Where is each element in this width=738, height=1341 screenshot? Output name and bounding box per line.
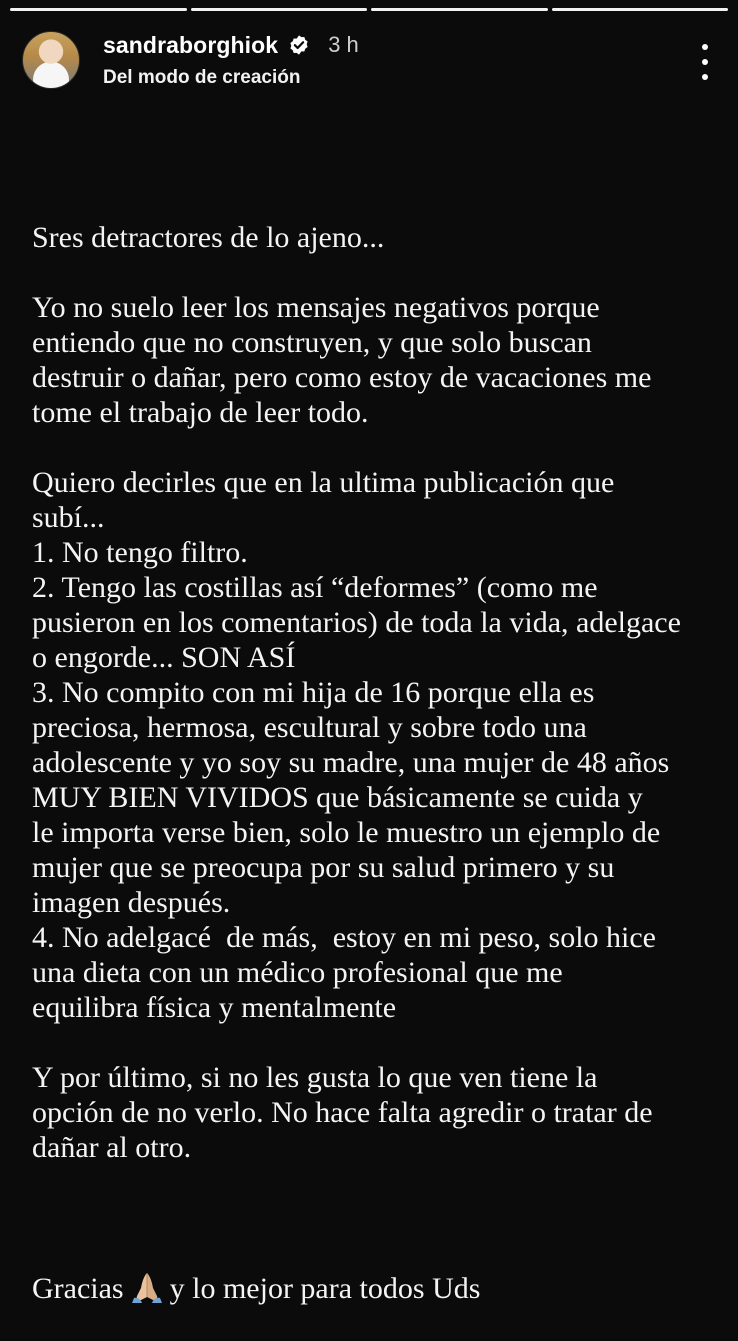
- text-line: adolescente y yo soy su madre, una mujer de 48 años: [32, 746, 670, 779]
- story-progress-segment: [371, 8, 548, 11]
- username[interactable]: sandraborghiok: [103, 31, 279, 58]
- text-line: [32, 255, 728, 290]
- text-line: destruir o dañar, pero como estoy de vacaciones me: [32, 361, 652, 394]
- text-line: Yo no suelo leer los mensajes negativos porque: [32, 291, 600, 324]
- text-lines: [32, 220, 728, 1200]
- text-line: imagen después.: [32, 886, 231, 919]
- story-subtitle: Del modo de creación: [103, 66, 301, 88]
- dot: [702, 59, 708, 65]
- more-vertical-icon[interactable]: [696, 44, 714, 80]
- text-line: dañar al otro.: [32, 1131, 192, 1164]
- text-line: MUY BIEN VIVIDOS que básicamente se cuida y: [32, 781, 643, 814]
- text-line: 2. Tengo las costillas así “deformes” (como me: [32, 571, 598, 604]
- story-progress-segment: [552, 8, 729, 11]
- text-line: [32, 430, 728, 465]
- closing-text-after: y lo mejor para todos Uds: [169, 1272, 481, 1305]
- text-line: tome el trabajo de leer todo.: [32, 396, 369, 429]
- text-line: mujer que se preocupa por su salud primero y su: [32, 851, 615, 884]
- closing-text-before: Gracias: [32, 1272, 124, 1305]
- text-line: opción de no verlo. No hace falta agredir o tratar de: [32, 1096, 653, 1129]
- text-line: Quiero decirles que en la ultima publicación que: [32, 466, 615, 499]
- text-line: [32, 1165, 728, 1200]
- closing-line: [32, 1270, 728, 1306]
- text-line: entiendo que no construyen, y que solo buscan: [32, 326, 592, 359]
- dot: [702, 74, 708, 80]
- text-line: Sres detractores de lo ajeno...: [32, 221, 385, 254]
- story-header: [22, 26, 718, 94]
- avatar[interactable]: [22, 31, 80, 89]
- user-row: [103, 32, 359, 59]
- text-line: Y por último, si no les gusta lo que ven tiene la: [32, 1061, 598, 1094]
- text-line: le importa verse bien, solo le muestro un ejemplo de: [32, 816, 661, 849]
- story-meta: [103, 32, 359, 89]
- text-line: o engorde... SON ASÍ: [32, 641, 296, 674]
- text-line: 1. No tengo filtro.: [32, 536, 248, 569]
- story-progress-bar: [10, 8, 728, 11]
- post-time: 3 h: [328, 32, 359, 57]
- text-line: una dieta con un médico profesional que me: [32, 956, 563, 989]
- story-progress-segment: [191, 8, 368, 11]
- text-line: subí...: [32, 501, 105, 534]
- text-line: [32, 1025, 728, 1060]
- story-progress-segment: [10, 8, 187, 11]
- story-text-content: [32, 150, 728, 1341]
- verified-badge-icon: [288, 34, 310, 56]
- text-line: pusieron en los comentarios) de toda la vida, adelgace: [32, 606, 681, 639]
- text-line: preciosa, hermosa, escultural y sobre todo una: [32, 711, 587, 744]
- text-line: equilibra física y mentalmente: [32, 991, 397, 1024]
- text-line: 3. No compito con mi hija de 16 porque ella es: [32, 676, 595, 709]
- dot: [702, 44, 708, 50]
- folded-hands-icon: [128, 1270, 166, 1304]
- text-line: 4. No adelgacé de más, estoy en mi peso, solo hice: [32, 921, 656, 954]
